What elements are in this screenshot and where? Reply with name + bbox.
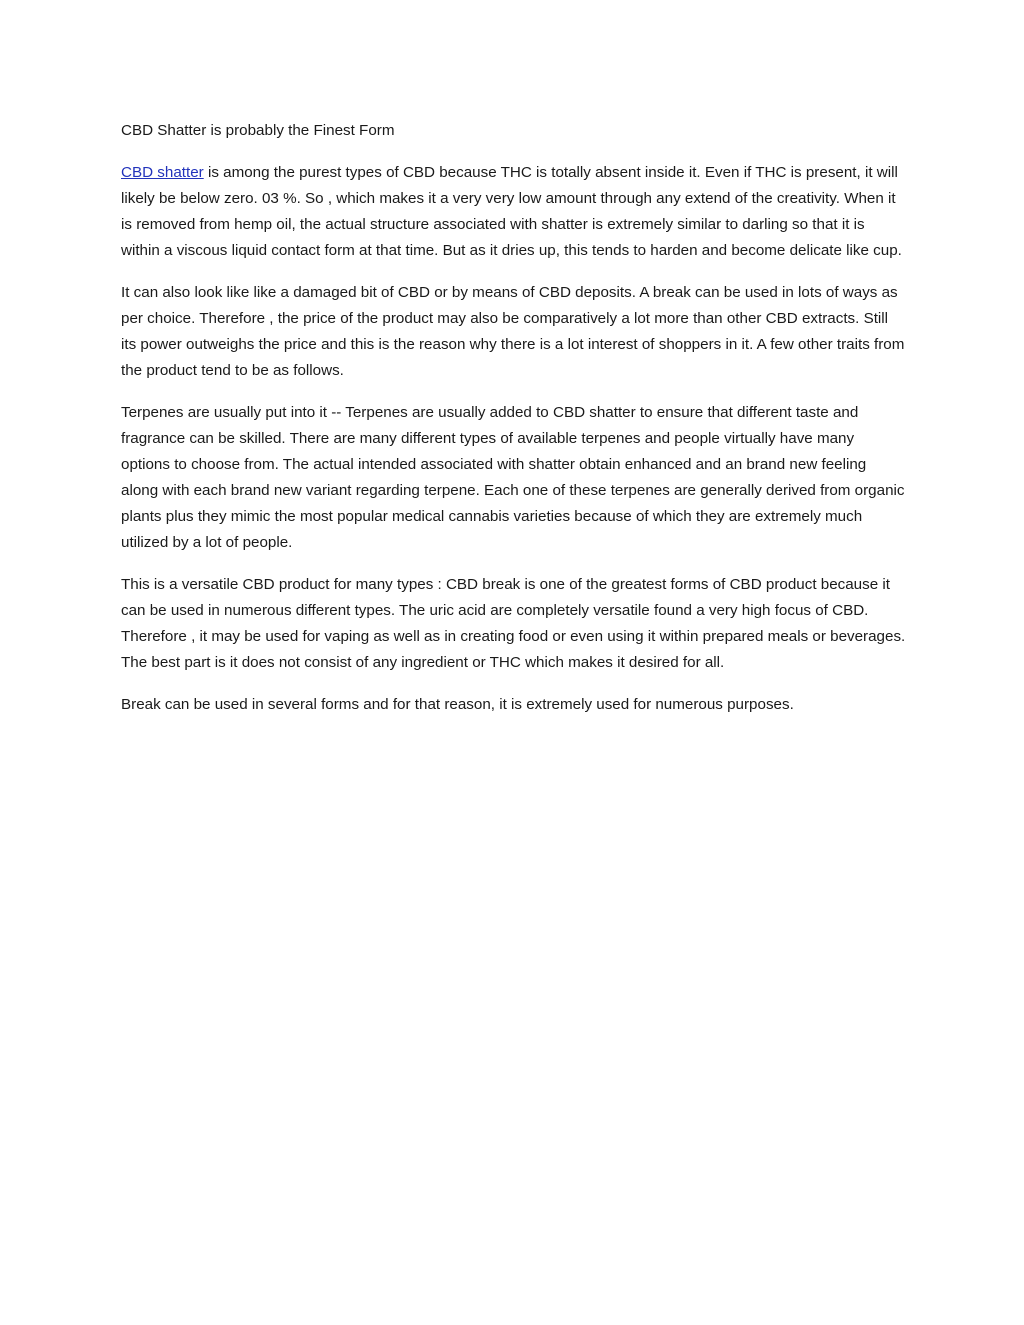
document-title: CBD Shatter is probably the Finest Form <box>121 122 395 139</box>
paragraph-3: Terpenes are usually put into it -- Terpenes are usually added to CBD shatter to ensure that different taste and fragrance can be skilled. There are many different types of available terpenes and people virtually have many options to choose from. The actual intended associated with shatter obtain enhanced and an brand new feeling along with each brand new variant regarding terpene. Each one of these terpenes are generally derived from organic plants plus they mimic the most popular medical cannabis varieties because of which they are extremely much utilized by a lot of people. <box>121 404 905 551</box>
paragraph-4: This is a versatile CBD product for many types : CBD break is one of the greatest forms of CBD product because it can be used in numerous different types. The uric acid are completely versatile found a very high focus of CBD. Therefore , it may be used for vaping as well as in creating food or even using it within prepared meals or beverages. The best part is it does not consist of any ingredient or THC which makes it desired for all. <box>121 576 906 671</box>
paragraph-5: Break can be used in several forms and for that reason, it is extremely used for numerous purposes. <box>121 696 794 713</box>
paragraph-1-text: is among the purest types of CBD because THC is totally absent inside it. Even if THC is present, it will likely be below zero. 03 %. So , which makes it a very very low amount through any extend of the creativity. When it is removed from hemp oil, the actual structure associated with shatter is extremely similar to darling so that it is within a viscous liquid contact form at that time. But as it dries up, this tends to harden and become delicate like cup. <box>121 164 902 259</box>
paragraph-2: It can also look like like a damaged bit of CBD or by means of CBD deposits. A break can be used in lots of ways as per choice. Therefore , the price of the product may also be comparatively a lot more than other CBD extracts. Still its power outweighs the price and this is the reason why there is a lot interest of shoppers in it. A few other traits from the product tend to be as follows. <box>121 284 905 379</box>
paragraph-1 <box>121 160 906 264</box>
cbd-shatter-link[interactable]: CBD shatter <box>121 164 204 181</box>
document-page <box>121 118 906 734</box>
